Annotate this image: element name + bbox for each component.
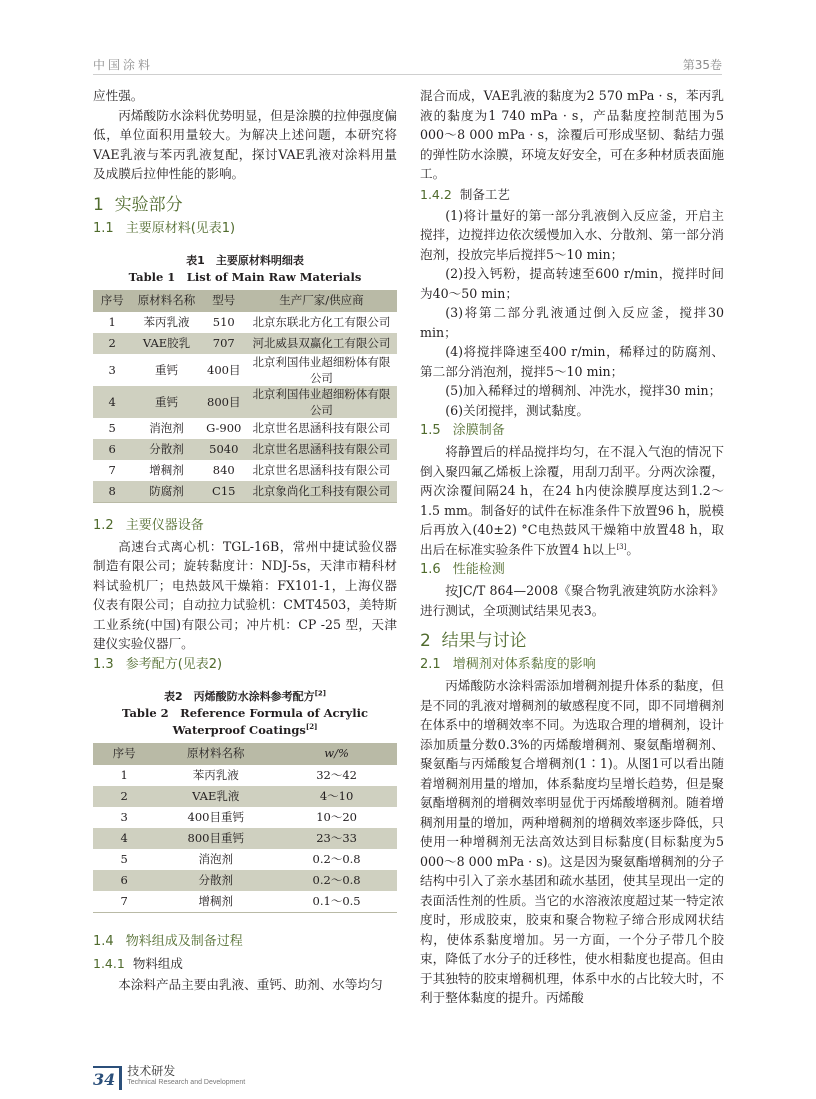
- table-row: [93, 891, 397, 913]
- column-header: 原材料名称: [155, 743, 276, 765]
- paragraph: 高速台式离心机：TGL-16B，常州中捷试验仪器制造有限公司；旋转黏度计：NDJ-5s，天津市精科材料试验机厂；电热鼓风干燥箱：FX101-1，上海仪器仪表有限公司；自动拉力试验机：CMT4503，美特斯工业系统(中国)有限公司；冲片机：CP -25 型，天津建仪实验仪器厂。: [93, 538, 397, 651]
- table-row: [93, 870, 397, 891]
- table-cell: 5: [108, 421, 116, 435]
- table-row: [93, 418, 397, 439]
- table-cell: 河北威县双赢化工有限公司: [246, 333, 397, 354]
- table-cell: 0.1～0.5: [312, 894, 361, 908]
- table-row: [93, 765, 397, 786]
- table-cell: 苯丙乳液: [192, 768, 239, 782]
- section-title: 参考配方(见表2): [125, 656, 223, 672]
- table-cell: VAE乳液: [155, 786, 276, 807]
- column-header: 原材料名称: [131, 290, 201, 312]
- table-cell: 增稠剂: [149, 463, 184, 477]
- table-cell: 0.2～0.8: [276, 870, 397, 891]
- table-cell: 分散剂: [155, 870, 276, 891]
- table-row: [93, 807, 397, 828]
- section-title: 结果与讨论: [441, 631, 527, 651]
- section-number: 1.6: [420, 562, 441, 577]
- section-title: 实验部分: [114, 194, 183, 215]
- table-cell: 重钙: [155, 362, 179, 377]
- table-row: [93, 828, 397, 849]
- column-header: w/%: [276, 743, 397, 765]
- footer-section: [127, 1062, 245, 1086]
- left-column: [93, 86, 397, 994]
- table-cell: 防腐剂: [131, 481, 201, 503]
- table-cell: 北京利国伟业超细粉体有限公司: [252, 354, 391, 385]
- table-cell: 北京象尚化工科技有限公司: [246, 481, 397, 503]
- page-number: 34: [93, 1066, 122, 1090]
- citation: [3]: [616, 542, 627, 551]
- section-title: 物料组成: [132, 955, 183, 971]
- section-number: 1.4: [93, 933, 114, 949]
- table-cell: 23～33: [276, 828, 397, 849]
- step-3: (3)将第二部分乳液通过倒入反应釜，搅拌30 min；: [420, 305, 724, 340]
- column-header: 序号: [93, 743, 155, 765]
- section-title: 性能检测: [452, 562, 505, 577]
- column-header: 生产厂家/供应商: [246, 290, 397, 312]
- step-6: (6)关闭搅拌，测试黏度。: [445, 402, 589, 418]
- section-heading-2-1: [420, 654, 724, 676]
- section-heading-1-4-1: [93, 953, 397, 975]
- step-4: (4)将搅拌降速至400 r/min，稀释过的防腐剂、第二部分消泡剂，搅拌5～10 min；: [420, 344, 724, 379]
- section-number: 1: [93, 194, 104, 215]
- table-cell: 6: [93, 439, 131, 460]
- journal-name: 中国涂料: [93, 58, 154, 72]
- section-number: 1.5: [420, 423, 441, 438]
- table-row: [93, 849, 397, 870]
- section-heading-1-3: [93, 654, 397, 676]
- table-row: [93, 439, 397, 460]
- section-title: 增稠剂对体系黏度的影响: [452, 657, 596, 672]
- table1-caption-cn: 表1 主要原材料明细表: [186, 253, 304, 267]
- table-row: [93, 333, 397, 354]
- paragraph: [420, 442, 724, 559]
- section-heading-2: [420, 628, 724, 654]
- section-heading-1-5: [420, 420, 724, 442]
- paragraph-text: 。: [626, 541, 639, 557]
- section-number: 2.1: [420, 657, 441, 672]
- table-cell: 3: [120, 810, 128, 824]
- table-cell: 苯丙乳液: [143, 315, 190, 329]
- table-header-row: [93, 290, 397, 312]
- column-header: 型号: [202, 290, 246, 312]
- table-cell: 0.2～0.8: [312, 852, 361, 866]
- caption-text: Table 2 Reference Formula of Acrylic Waterproof Coatings: [122, 705, 368, 737]
- section-number: 1.4.2: [420, 186, 452, 202]
- table-cell: 消泡剂: [198, 852, 233, 866]
- table-cell: 北京东联北方化工有限公司: [252, 315, 391, 329]
- section-number: 1.2: [93, 517, 114, 533]
- paragraph: 应性强。: [93, 88, 144, 103]
- section-heading-1-2: [93, 515, 397, 537]
- section-title: 主要原材料(见表1): [125, 220, 236, 236]
- section-heading-1-4-2: [420, 184, 724, 206]
- section-number: 2: [420, 631, 431, 651]
- table-cell: 8: [93, 481, 131, 503]
- table-cell: 北京利国伟业超细粉体有限公司: [246, 386, 397, 418]
- table-cell: 4～10: [276, 786, 397, 807]
- table-cell: 32～42: [316, 768, 357, 782]
- table-cell: 重钙: [131, 386, 201, 418]
- table-cell: 1: [120, 768, 128, 782]
- table2: [93, 743, 397, 913]
- table-header-row: [93, 743, 397, 765]
- section-number: 1.3: [93, 656, 114, 672]
- table-cell: 增稠剂: [198, 894, 233, 908]
- table-cell: 510: [212, 315, 235, 329]
- table-cell: 5040: [202, 439, 246, 460]
- section-title: 制备工艺: [459, 186, 510, 202]
- section-title: 主要仪器设备: [125, 517, 204, 533]
- caption-text: 表2 丙烯酸防水涂料参考配方: [164, 689, 315, 703]
- table1-caption-en: Table 1 List of Main Raw Materials: [128, 269, 362, 284]
- table-cell: 7: [108, 463, 116, 477]
- table-cell: 707: [202, 333, 246, 354]
- step-5: (5)加入稀释过的增稠剂、冲洗水，搅拌30 min；: [445, 383, 722, 398]
- table-cell: 7: [120, 894, 128, 908]
- table-cell: VAE胶乳: [131, 333, 201, 354]
- section-heading-1: [93, 192, 397, 218]
- paragraph: 本涂料产品主要由乳液、重钙、助剂、水等均匀: [118, 976, 383, 992]
- table-cell: 消泡剂: [149, 421, 184, 435]
- step-1: (1)将计量好的第一部分乳液倒入反应釜，开启主搅拌，边搅拌边依次缓慢加入水、分散剂、第一部分消泡剂，投放完毕后搅拌5～10 min；: [420, 207, 724, 262]
- table-cell: 1: [108, 315, 116, 329]
- table-cell: 2: [93, 333, 131, 354]
- table-cell: 北京世名思涵科技有限公司: [252, 421, 391, 435]
- table-cell: 4: [93, 828, 155, 849]
- table-cell: G-900: [206, 421, 242, 435]
- section-number: 1.1: [93, 220, 114, 236]
- citation: [2]: [305, 721, 318, 731]
- volume-number: 第35卷: [682, 58, 722, 72]
- table2-caption-cn: [93, 688, 397, 705]
- table-cell: 800目重钙: [155, 828, 276, 849]
- table-cell: 10～20: [316, 810, 357, 824]
- section-heading-1-1: [93, 218, 397, 240]
- table-cell: 北京世名思涵科技有限公司: [252, 463, 391, 477]
- paragraph: 丙烯酸防水涂料优势明显，但是涂膜的拉伸强度偏低，单位面积用量较大。为解决上述问题，本研究将VAE乳液与苯丙乳液复配，探讨VAE乳液对涂料用量及成膜后拉伸性能的影响。: [93, 107, 397, 181]
- section-title: 物料组成及制备过程: [125, 933, 243, 949]
- footer-section-cn: 技术研发: [127, 1064, 176, 1078]
- step-2: (2)投入钙粉，提高转速至600 r/min，搅拌时间为40～50 min；: [420, 266, 724, 301]
- citation: [2]: [314, 688, 326, 697]
- table-cell: 840: [212, 463, 235, 477]
- table2-caption-en: [93, 705, 397, 739]
- section-heading-1-6: [420, 559, 724, 581]
- table-cell: 2: [93, 786, 155, 807]
- table-row: [93, 386, 397, 418]
- section-title: 涂膜制备: [452, 423, 505, 438]
- table-cell: C15: [202, 481, 246, 503]
- table-row: [93, 786, 397, 807]
- page-footer: [93, 1062, 245, 1090]
- table-row: [93, 460, 397, 481]
- footer-section-en: Technical Research and Development: [127, 1079, 246, 1086]
- table-cell: 北京世名思涵科技有限公司: [246, 439, 397, 460]
- table-cell: 4: [93, 386, 131, 418]
- table-cell: 6: [93, 870, 155, 891]
- table-cell: 分散剂: [131, 439, 201, 460]
- table-row: [93, 481, 397, 503]
- right-column: [420, 86, 724, 1008]
- table-cell: 400目重钙: [187, 810, 244, 824]
- paragraph: 按JC/T 864—2008《聚合物乳液建筑防水涂料》进行测试，全项测试结果见表3。: [420, 583, 724, 618]
- table1: [93, 290, 397, 503]
- table-cell: 3: [108, 362, 116, 377]
- header-divider: [93, 74, 722, 75]
- paragraph: 丙烯酸防水涂料需添加增稠剂提升体系的黏度，但是不同的乳液对增稠剂的敏感程度不同，即不同增稠剂在体系中的增稠效率不同。为选取合理的增稠剂，设计添加质量分数0.3%的丙烯酸增稠剂、聚氨酯增稠剂、聚氨酯与丙烯酸复合增稠剂(1∶1)。从图1可以看出随着增稠剂用量的增加，体系黏度均呈增长趋势，但是聚氨酯增稠剂的增稠效率明显优于丙烯酸增稠剂。随着增稠剂用量的增加，两种增稠剂的增稠效率逐步降低，只使用一种增稠剂无法高效达到目标黏度(目标黏度为5 000～8 000 mPa · s)。这是因为聚氨酯增稠剂的分子结构中引入了亲水基团和疏水基团，使其呈现出一定的表面活性剂的性质。当它的水溶液浓度超过某一特定浓度时，形成胶束，胶束和聚合物粒子缔合形成网状结构，使体系黏度增加。另一方面，一个分子带几个胶束，降低了水分子的迁移性，使水相黏度也提高。但由于其独特的胶束增稠机理，体系中水的占比较大时，不利于整体黏度的提升。丙烯酸: [420, 678, 724, 1005]
- table-row: [93, 354, 397, 386]
- paragraph: 混合而成，VAE乳液的黏度为2 570 mPa · s，苯丙乳液的黏度为1 740 mPa · s，产品黏度控制范围为5 000～8 000 mPa · s，涂覆后可形成坚韧、黏结力强的弹性防水涂膜，环境友好安全，可在多种材质表面施工。: [420, 88, 724, 181]
- table-cell: 5: [120, 852, 128, 866]
- table-cell: 400目: [207, 362, 241, 377]
- section-number: 1.4.1: [93, 955, 125, 971]
- table-row: [93, 312, 397, 333]
- section-heading-1-4: [93, 931, 397, 953]
- paragraph-text: 将静置后的样品搅拌均匀，在不混入气泡的情况下倒入聚四氟乙烯板上涂覆，用刮刀刮平。分两次涂覆，两次涂覆间隔24 h，在24 h内使涂膜厚度达到1.2～1.5 mm。制备好的试件在标准条件下放置96 h，脱模后再放入(40±2) °C电热鼓风干燥箱中放置48 h，取出后在标准实验条件下放置4 h以上: [420, 444, 724, 557]
- column-header: 序号: [93, 290, 131, 312]
- table-cell: 800目: [202, 386, 246, 418]
